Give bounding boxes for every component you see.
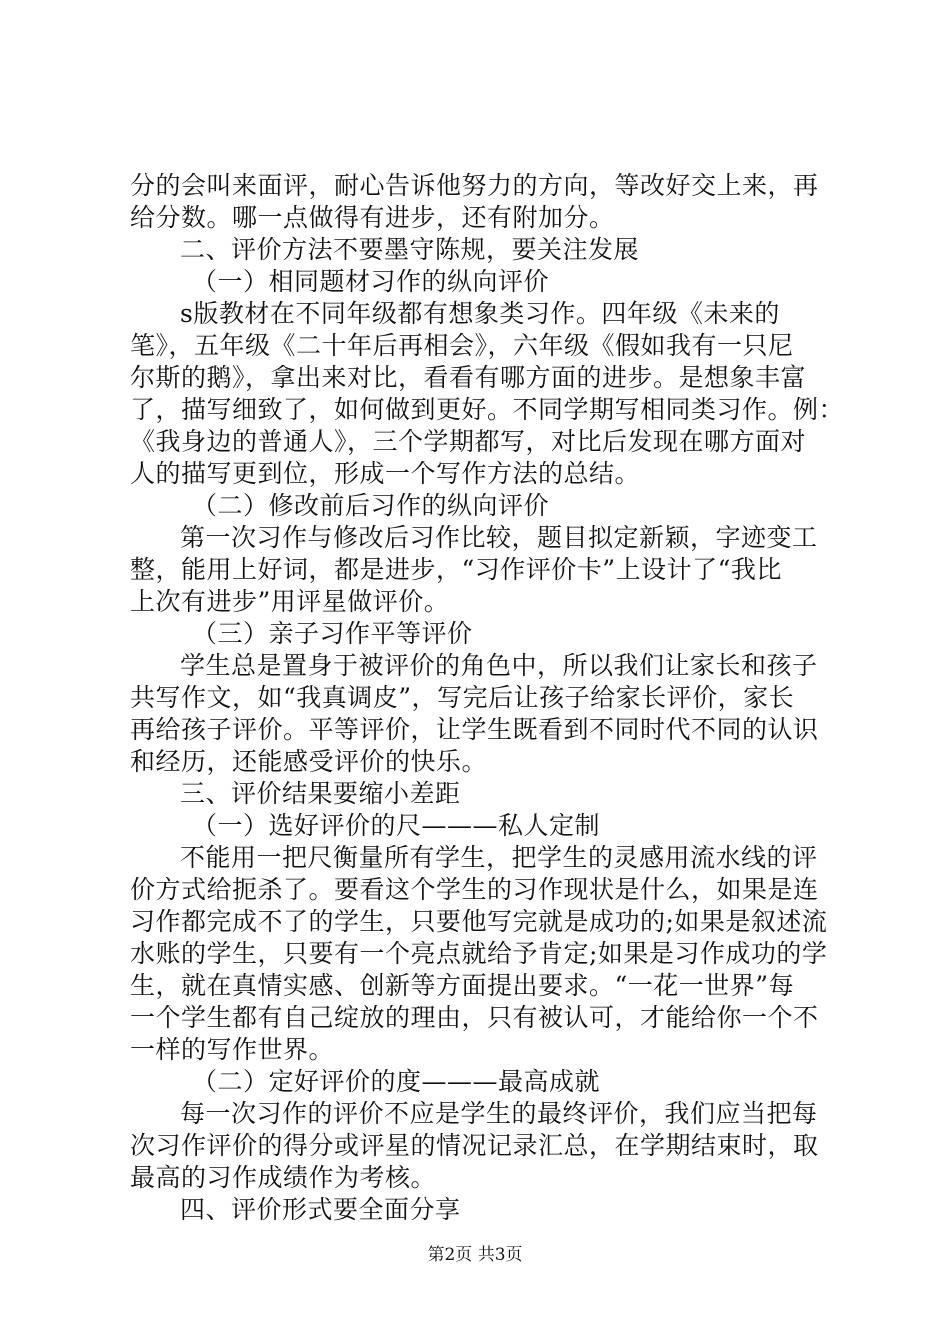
text-line: 每一次习作的评价不应是学生的最终评价，我们应当把每 [180,1099,818,1128]
text-line: 人的描写更到位，形成一个写作方法的总结。 [130,459,641,488]
page-footer: 第2页 共3页 [427,1245,523,1265]
text-line: 价方式给扼杀了。要看这个学生的习作现状是什么，如果是连 [130,875,819,904]
text-line: 二、评价方法不要墨守陈规，要关注发展 [180,235,640,264]
text-line: s版教材在不同年级都有想象类习作。四年级《未来的 [180,299,780,328]
text-line: 了，描写细致了，如何做到更好。不同学期写相同类习作。例： [130,395,845,424]
text-line: 最高的习作成绩作为考核。 [130,1163,437,1192]
text-line: （二）定好评价的度———最高成就 [192,1067,601,1096]
text-line: 习作都完成不了的学生，只要他写完就是成功的;如果是叙述流 [130,907,828,936]
text-line: （一）选好评价的尺———私人定制 [192,811,601,840]
text-line: 整，能用上好词，都是进步，“习作评价卡”上设计了“我比 [130,555,782,584]
text-line: 次习作评价的得分或评星的情况记录汇总，在学期结束时，取 [130,1131,819,1160]
text-line: 《我身边的普通人》，三个学期都写，对比后发现在哪方面对 [130,427,807,456]
text-line: 学生总是置身于被评价的角色中，所以我们让家长和孩子 [180,651,818,680]
text-line: 一样的写作世界。 [130,1035,335,1064]
text-line: 给分数。哪一点做得有进步，还有附加分。 [130,203,615,232]
text-line: 上次有进步”用评星做评价。 [130,587,450,616]
text-line: 生，就在真情实感、创新等方面提出要求。“一花一世界”每 [130,971,795,1000]
text-line: 不能用一把尺衡量所有学生，把学生的灵感用流水线的评 [180,843,818,872]
text-line: 一个学生都有自己绽放的理由，只有被认可，才能给你一个不 [130,1003,819,1032]
text-line: 和经历，还能感受评价的快乐。 [130,747,488,776]
text-line: 尔斯的鹅》，拿出来对比，看看有哪方面的进步。是想象丰富 [130,363,807,392]
text-line: 四、评价形式要全面分享 [180,1195,461,1224]
text-line: （一）相同题材习作的纵向评价 [192,267,550,296]
text-line: 三、评价结果要缩小差距 [180,779,461,808]
text-line: （三）亲子习作平等评价 [192,619,473,648]
text-line: 笔》，五年级《二十年后再相会》，六年级《假如我有一只尼 [130,331,794,360]
text-line: （二）修改前后习作的纵向评价 [192,491,550,520]
text-line: 水账的学生，只要有一个亮点就给予肯定;如果是习作成功的学 [130,939,828,968]
text-line: 再给孩子评价。平等评价，让学生既看到不同时代不同的认识 [130,715,819,744]
text-line: 分的会叫来面评，耐心告诉他努力的方向，等改好交上来，再 [130,171,819,200]
text-line: 第一次习作与修改后习作比较，题目拟定新颖，字迹变工 [180,523,818,552]
document-body [130,170,845,1226]
text-line: 共写作文，如“我真调皮”，写完后让孩子给家长评价，家长 [130,683,795,712]
